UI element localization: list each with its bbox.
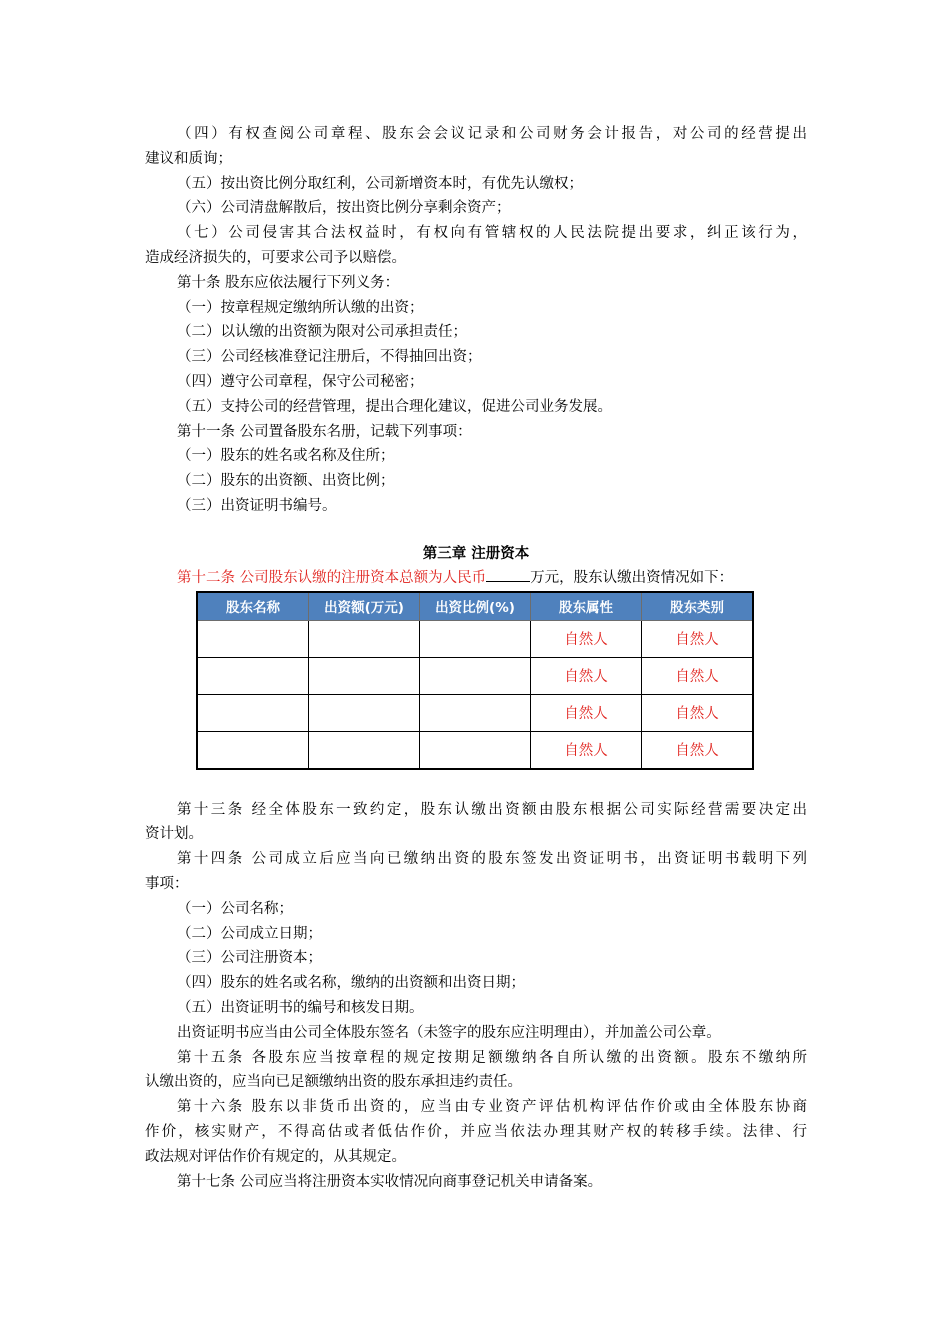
table-cell [420, 657, 531, 694]
table-cell [420, 694, 531, 731]
table-cell: 自然人 [531, 657, 642, 694]
table-header-cell: 股东类别 [642, 592, 754, 621]
table-cell [420, 731, 531, 769]
paragraph-line: （二）股东的出资额、出资比例； [177, 473, 395, 490]
table-cell [309, 731, 420, 769]
paragraph-line: （三）公司经核准登记注册后，不得抽回出资； [177, 349, 482, 366]
paragraph-line: 第十六条 股东以非货币出资的，应当由专业资产评估机构评估作价或由全体股东协商 [177, 1099, 807, 1116]
paragraph-line: （五）支持公司的经营管理，提出合理化建议，促进公司业务发展。 [177, 398, 612, 415]
paragraph-line: （四）有权查阅公司章程、股东会会议记录和公司财务会计报告，对公司的经营提出 [177, 126, 807, 142]
paragraph-line: （一）股东的姓名或名称及住所； [177, 448, 395, 465]
paragraph-line: 第十七条 公司应当将注册资本实收情况向商事登记机关申请备案。 [177, 1173, 603, 1190]
table-cell [197, 731, 309, 769]
table-cell: 自然人 [531, 620, 642, 657]
paragraph-line: （四）股东的姓名或名称，缴纳的出资额和出资日期； [177, 975, 525, 992]
table-cell [197, 620, 309, 657]
paragraph-line: （五）出资证明书的编号和核发日期。 [177, 999, 424, 1016]
article-12-text: 万元，股东认缴出资情况如下： [530, 569, 734, 586]
paragraph-line: 认缴出资的，应当向已足额缴纳出资的股东承担违约责任。 [145, 1074, 522, 1091]
table-cell [420, 620, 531, 657]
paragraph-line: 事项： [145, 875, 189, 892]
table-cell: 自然人 [642, 657, 754, 694]
table-cell [309, 620, 420, 657]
paragraph-line: 第十五条 各股东应当按章程的规定按期足额缴纳各自所认缴的出资额。股东不缴纳所 [177, 1049, 807, 1066]
paragraph-line: （四）遵守公司章程，保守公司秘密； [177, 373, 424, 390]
table-header-row [197, 592, 753, 621]
document-page [145, 122, 807, 1194]
table-row [197, 731, 753, 769]
table-cell: 自然人 [642, 731, 754, 769]
article-heading-line: 第十条 股东应依法履行下列义务： [177, 274, 400, 291]
article-heading-line: 第十一条 公司置备股东名册，记载下列事项： [177, 423, 472, 440]
table-row [197, 657, 753, 694]
article-12-line [145, 566, 807, 591]
shareholder-table [196, 591, 754, 770]
table-header-cell: 股东名称 [197, 592, 309, 621]
paragraph-line: （一）公司名称； [177, 900, 293, 917]
paragraph-line: 作价，核实财产，不得高估或者低估作价，并应当依法办理其财产权的转移手续。法律、行 [145, 1123, 807, 1140]
chapter-title: 第三章 注册资本 [422, 545, 530, 562]
paragraph-line: （三）出资证明书编号。 [177, 497, 337, 514]
paragraph-line: （三）公司注册资本； [177, 950, 322, 967]
table-header-cell: 股东属性 [531, 592, 642, 621]
paragraph-line: （二）公司成立日期； [177, 925, 322, 942]
paragraph-line: （七）公司侵害其合法权益时，有权向有管辖权的人民法院提出要求，纠正该行为， [177, 225, 807, 242]
table-cell [197, 657, 309, 694]
paragraph-line: 建议和质询； [145, 150, 232, 167]
paragraph-line: （二）以认缴的出资额为限对公司承担责任； [177, 324, 467, 341]
table-row [197, 694, 753, 731]
paragraph-line: （六）公司清盘解散后，按出资比例分享剩余资产； [177, 200, 511, 217]
amount-blank [486, 567, 530, 582]
table-header-cell: 出资额(万元) [309, 592, 420, 621]
paragraph-line: （五）按出资比例分取红利，公司新增资本时，有优先认缴权； [177, 175, 583, 192]
table-cell [309, 657, 420, 694]
paragraph-line: 政法规对评估作价有规定的，从其规定。 [145, 1148, 406, 1165]
paragraph-line: 出资证明书应当由公司全体股东签名（未签字的股东应注明理由），并加盖公司公章。 [177, 1024, 721, 1041]
article-12-red-text: 第十二条 公司股东认缴的注册资本总额为人民币 [177, 569, 487, 586]
table-cell: 自然人 [531, 731, 642, 769]
table-cell: 自然人 [642, 620, 754, 657]
table-row [197, 620, 753, 657]
paragraph-line: 第十四条 公司成立后应当向已缴纳出资的股东签发出资证明书，出资证明书载明下列 [177, 851, 807, 868]
table-header-cell: 出资比例(%) [420, 592, 531, 621]
paragraph-line: 资计划。 [145, 826, 203, 843]
paragraph-line: （一）按章程规定缴纳所认缴的出资； [177, 299, 424, 316]
table-cell [309, 694, 420, 731]
table-cell [197, 694, 309, 731]
paragraph-line: 第十三条 经全体股东一致约定，股东认缴出资额由股东根据公司实际经营需要决定出 [177, 801, 807, 818]
paragraph-line: 造成经济损失的，可要求公司予以赔偿。 [145, 249, 406, 266]
table-cell: 自然人 [531, 694, 642, 731]
table-cell: 自然人 [642, 694, 754, 731]
